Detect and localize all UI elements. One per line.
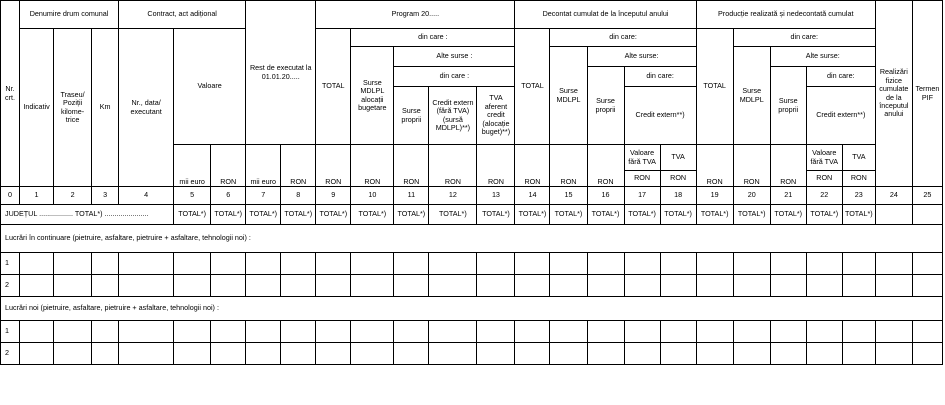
hdr-realizari: Realizări fizice cumulate de la începutul anului (875, 1, 912, 187)
entry-cell[interactable] (733, 321, 770, 343)
entry-cell[interactable] (660, 253, 696, 275)
entry-cell[interactable] (842, 253, 875, 275)
section-noi: Lucrări noi (pietruire, asfaltare, pietruire + asfaltare, tehnologii noi) : (1, 297, 943, 321)
unit-10: RON (351, 145, 394, 187)
entry-cell[interactable] (733, 275, 770, 297)
entry-cell[interactable] (770, 321, 806, 343)
unit-16: RON (587, 145, 624, 187)
hdr-tva-aferent: TVA aferent credit (alocație buget)**) (477, 87, 515, 145)
unit-6: RON (211, 145, 246, 187)
hdr-decontat-alte-surse: Alte surse: (587, 47, 696, 67)
entry-cell[interactable] (316, 253, 351, 275)
total-cell: TOTAL*) (316, 205, 351, 225)
unit-14: RON (515, 145, 550, 187)
unit-15: RON (550, 145, 587, 187)
hdr-contract: Contract, act adițional (119, 1, 246, 29)
hdr-denumire: Denumire drum comunal (20, 1, 119, 29)
col-num: 0 (1, 187, 20, 205)
entry-cell[interactable] (624, 275, 660, 297)
entry-cell[interactable] (806, 275, 842, 297)
judet-label: JUDEȚUL ................. TOTAL*) ...................... (1, 205, 174, 225)
col-num: 6 (211, 187, 246, 205)
unit-21: RON (770, 145, 806, 187)
total-cell: TOTAL*) (806, 205, 842, 225)
entry-cell[interactable] (92, 321, 119, 343)
entry-cell[interactable] (550, 275, 587, 297)
entry-cell[interactable] (316, 275, 351, 297)
total-cell: TOTAL*) (587, 205, 624, 225)
unit-13: RON (477, 145, 515, 187)
entry-cell[interactable] (696, 343, 733, 365)
entry-cell[interactable] (246, 321, 281, 343)
entry-cell[interactable] (174, 321, 211, 343)
hdr-decontat-surse-proprii: Surse proprii (587, 67, 624, 145)
total-cell: TOTAL*) (624, 205, 660, 225)
entry-cell[interactable] (246, 343, 281, 365)
hdr-program-total: TOTAL (316, 29, 351, 145)
unit-17: RON (624, 171, 660, 187)
entry-cell[interactable] (875, 275, 912, 297)
entry-cell[interactable] (733, 253, 770, 275)
entry-cell[interactable] (394, 253, 429, 275)
entry-cell[interactable] (770, 343, 806, 365)
entry-cell[interactable] (587, 321, 624, 343)
entry-cell[interactable] (54, 253, 92, 275)
total-cell: TOTAL*) (281, 205, 316, 225)
entry-cell[interactable] (624, 253, 660, 275)
hdr-decontat-valoare-fara-tva: Valoare fără TVA (624, 145, 660, 171)
entry-cell[interactable] (696, 275, 733, 297)
total-cell: TOTAL*) (174, 205, 211, 225)
entry-cell[interactable] (119, 343, 174, 365)
entry-cell[interactable] (281, 275, 316, 297)
entry-cell[interactable] (624, 321, 660, 343)
entry-cell[interactable] (550, 253, 587, 275)
entry-cell[interactable] (587, 253, 624, 275)
total-cell: TOTAL*) (477, 205, 515, 225)
hdr-program-alte-surse: Alte surse : (394, 47, 515, 67)
total-cell: TOTAL*) (351, 205, 394, 225)
entry-cell[interactable] (246, 253, 281, 275)
hdr-decontat-din-care: din care: (550, 29, 696, 47)
unit-7: mii euro (246, 145, 281, 187)
entry-cell[interactable] (842, 343, 875, 365)
entry-cell[interactable] (429, 275, 477, 297)
entry-cell[interactable] (20, 343, 54, 365)
col-num: 8 (281, 187, 316, 205)
entry-cell[interactable] (92, 253, 119, 275)
entry-cell[interactable] (912, 343, 942, 365)
hdr-program-surse-proprii: Surse proprii (394, 87, 429, 145)
entry-cell[interactable] (174, 343, 211, 365)
entry-cell[interactable] (119, 321, 174, 343)
col-num: 19 (696, 187, 733, 205)
entry-cell[interactable] (211, 253, 246, 275)
entry-cell[interactable] (875, 343, 912, 365)
entry-cell[interactable] (587, 343, 624, 365)
entry-cell[interactable] (281, 321, 316, 343)
entry-cell[interactable] (394, 275, 429, 297)
entry-cell[interactable] (54, 343, 92, 365)
unit-23: RON (842, 171, 875, 187)
entry-cell[interactable] (842, 321, 875, 343)
col-num: 22 (806, 187, 842, 205)
entry-cell[interactable] (316, 343, 351, 365)
hdr-decontat: Decontat cumulat de la începutul anului (515, 1, 696, 29)
entry-cell[interactable] (246, 275, 281, 297)
col-num: 5 (174, 187, 211, 205)
judet-total-row (1, 205, 943, 225)
hdr-rest: Rest de executat la 01.01.20..... (246, 1, 316, 145)
hdr-decontat-surse-mdlpl: Surse MDLPL (550, 47, 587, 145)
col-num: 9 (316, 187, 351, 205)
col-num: 16 (587, 187, 624, 205)
entry-cell[interactable] (429, 343, 477, 365)
col-num: 1 (20, 187, 54, 205)
entry-cell[interactable] (770, 253, 806, 275)
unit-5: mii euro (174, 145, 211, 187)
entry-cell[interactable] (660, 275, 696, 297)
hdr-productie: Producție realizată și nedecontată cumulat (696, 1, 875, 29)
hdr-program: Program 20..... (316, 1, 515, 29)
entry-cell[interactable] (477, 343, 515, 365)
entry-cell[interactable] (54, 321, 92, 343)
unit-8: RON (281, 145, 316, 187)
hdr-productie-surse-proprii: Surse proprii (770, 67, 806, 145)
entry-cell[interactable] (54, 275, 92, 297)
total-cell: TOTAL*) (733, 205, 770, 225)
hdr-indicativ: Indicativ (20, 29, 54, 187)
entry-cell[interactable] (842, 275, 875, 297)
entry-cell[interactable] (211, 275, 246, 297)
unit-18: RON (660, 171, 696, 187)
table-row (1, 343, 943, 365)
entry-cell[interactable] (351, 321, 394, 343)
col-num: 23 (842, 187, 875, 205)
entry-cell[interactable] (20, 275, 54, 297)
entry-cell[interactable] (211, 321, 246, 343)
column-number-row (1, 187, 943, 205)
total-cell: TOTAL*) (394, 205, 429, 225)
unit-9: RON (316, 145, 351, 187)
hdr-traseu: Traseu/ Poziții kilome- trice (54, 29, 92, 187)
total-cell: TOTAL*) (246, 205, 281, 225)
hdr-program-din-care-2: din care : (394, 67, 515, 87)
entry-cell[interactable] (806, 343, 842, 365)
entry-cell[interactable] (281, 253, 316, 275)
entry-cell[interactable] (587, 275, 624, 297)
hdr-valoare: Valoare (174, 29, 246, 145)
entry-cell[interactable] (550, 343, 587, 365)
entry-cell[interactable] (770, 275, 806, 297)
col-num: 18 (660, 187, 696, 205)
total-cell: TOTAL*) (770, 205, 806, 225)
entry-cell[interactable] (733, 343, 770, 365)
hdr-productie-valoare-fara-tva: Valoare fără TVA (806, 145, 842, 171)
hdr-program-din-care: din care : (351, 29, 515, 47)
hdr-nr-data: Nr., data/ executant (119, 29, 174, 187)
entry-cell[interactable] (696, 253, 733, 275)
total-cell: TOTAL*) (660, 205, 696, 225)
col-num: 13 (477, 187, 515, 205)
entry-cell[interactable] (174, 275, 211, 297)
entry-cell[interactable] (806, 321, 842, 343)
hdr-decontat-tva: TVA (660, 145, 696, 171)
hdr-productie-credit-extern: Credit extern**) (806, 87, 875, 145)
entry-cell[interactable] (912, 321, 942, 343)
empty-cell (875, 205, 912, 225)
entry-cell[interactable] (351, 275, 394, 297)
entry-cell[interactable] (696, 321, 733, 343)
entry-cell[interactable] (515, 343, 550, 365)
col-num: 11 (394, 187, 429, 205)
entry-cell[interactable] (174, 253, 211, 275)
entry-cell[interactable] (624, 343, 660, 365)
entry-cell[interactable] (394, 343, 429, 365)
entry-cell[interactable] (477, 321, 515, 343)
entry-cell[interactable] (515, 253, 550, 275)
entry-cell[interactable] (92, 275, 119, 297)
entry-cell[interactable] (477, 275, 515, 297)
entry-cell[interactable] (119, 275, 174, 297)
entry-cell[interactable] (429, 321, 477, 343)
hdr-productie-tva: TVA (842, 145, 875, 171)
row-number: 2 (1, 343, 20, 365)
row-number: 1 (1, 253, 20, 275)
entry-cell[interactable] (912, 275, 942, 297)
hdr-decontat-total: TOTAL (515, 29, 550, 145)
hdr-productie-alte-surse: Alte surse: (770, 47, 875, 67)
entry-cell[interactable] (875, 253, 912, 275)
col-num: 2 (54, 187, 92, 205)
entry-cell[interactable] (92, 343, 119, 365)
col-num: 20 (733, 187, 770, 205)
hdr-productie-total: TOTAL (696, 29, 733, 145)
empty-cell (912, 205, 942, 225)
entry-cell[interactable] (429, 253, 477, 275)
total-cell: TOTAL*) (429, 205, 477, 225)
entry-cell[interactable] (660, 321, 696, 343)
col-num: 3 (92, 187, 119, 205)
entry-cell[interactable] (119, 253, 174, 275)
entry-cell[interactable] (477, 253, 515, 275)
table-row (1, 321, 943, 343)
col-num: 21 (770, 187, 806, 205)
hdr-productie-din-care-2: din care: (806, 67, 875, 87)
hdr-termen: Termen PIF (912, 1, 942, 187)
col-num: 4 (119, 187, 174, 205)
entry-cell[interactable] (351, 253, 394, 275)
entry-cell[interactable] (316, 321, 351, 343)
entry-cell[interactable] (515, 275, 550, 297)
entry-cell[interactable] (20, 253, 54, 275)
table-row (1, 253, 943, 275)
total-cell: TOTAL*) (515, 205, 550, 225)
col-num: 17 (624, 187, 660, 205)
hdr-decontat-credit-extern: Credit extern**) (624, 87, 696, 145)
entry-cell[interactable] (912, 253, 942, 275)
hdr-productie-surse-mdlpl: Surse MDLPL (733, 47, 770, 145)
hdr-decontat-din-care-2: din care: (624, 67, 696, 87)
entry-cell[interactable] (806, 253, 842, 275)
total-cell: TOTAL*) (842, 205, 875, 225)
col-num: 24 (875, 187, 912, 205)
col-num: 15 (550, 187, 587, 205)
unit-11: RON (394, 145, 429, 187)
hdr-nr-crt: Nr. crt. (1, 1, 20, 187)
entry-cell[interactable] (281, 343, 316, 365)
col-num: 7 (246, 187, 281, 205)
section-continuare: Lucrări în continuare (pietruire, asfaltare, pietruire + asfaltare, tehnologii noi) : (1, 225, 943, 253)
hdr-km: Km (92, 29, 119, 187)
unit-12: RON (429, 145, 477, 187)
table-row (1, 275, 943, 297)
unit-22: RON (806, 171, 842, 187)
total-cell: TOTAL*) (550, 205, 587, 225)
hdr-productie-din-care: din care: (733, 29, 875, 47)
entry-cell[interactable] (660, 343, 696, 365)
col-num: 14 (515, 187, 550, 205)
entry-cell[interactable] (20, 321, 54, 343)
unit-19: RON (696, 145, 733, 187)
entry-cell[interactable] (394, 321, 429, 343)
row-number: 2 (1, 275, 20, 297)
entry-cell[interactable] (875, 321, 912, 343)
row-number: 1 (1, 321, 20, 343)
col-num: 10 (351, 187, 394, 205)
total-cell: TOTAL*) (211, 205, 246, 225)
hdr-credit-extern-mdlpl: Credit extern (fără TVA) (sursă MDLPL)**) (429, 87, 477, 145)
entry-cell[interactable] (351, 343, 394, 365)
unit-20: RON (733, 145, 770, 187)
total-cell: TOTAL*) (696, 205, 733, 225)
col-num: 25 (912, 187, 942, 205)
entry-cell[interactable] (550, 321, 587, 343)
hdr-surse-mdlpl-alocatii: Surse MDLPL alocații bugetare (351, 47, 394, 145)
entry-cell[interactable] (211, 343, 246, 365)
col-num: 12 (429, 187, 477, 205)
entry-cell[interactable] (515, 321, 550, 343)
